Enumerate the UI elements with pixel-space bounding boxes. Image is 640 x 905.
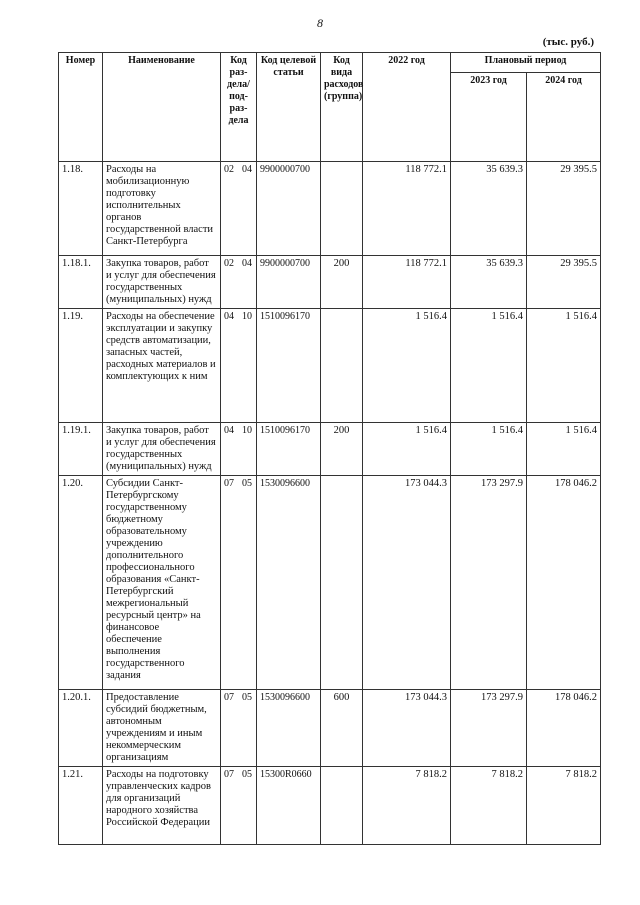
row-value-2024: 178 046.2 [527,690,601,767]
row-expense-code [321,476,363,690]
row-section-code [221,309,257,423]
table-row [59,690,601,767]
units-label: (тыс. руб.) [542,36,594,48]
header-row [59,53,601,73]
section-code: 07 [224,769,234,780]
row-value-2022: 173 044.3 [363,476,451,690]
table-row [59,309,601,423]
row-name: Субсидии Санкт-Петербургскому государственному бюджетному образовательному учреждению дополнительного профессионального образования «Санкт-Петербургский межрегиональный ресурсный центр» на финансовое обеспечение выполнения государственного задания [103,476,221,690]
table-row [59,767,601,845]
row-value-2024: 178 046.2 [527,476,601,690]
page-number: 8 [317,16,323,30]
row-value-2022: 1 516.4 [363,423,451,476]
header-target: Код целевой статьи [257,53,321,162]
row-section-code [221,162,257,256]
row-value-2024: 1 516.4 [527,309,601,423]
row-target-code: 9900000700 [257,256,321,309]
row-value-2022: 173 044.3 [363,690,451,767]
row-number: 1.21. [59,767,103,845]
row-value-2023: 1 516.4 [451,309,527,423]
section-code: 04 [224,311,234,322]
subsection-code: 05 [242,769,252,780]
row-target-code: 1510096170 [257,423,321,476]
row-value-2023: 35 639.3 [451,162,527,256]
row-expense-code [321,309,363,423]
row-target-code: 1530096600 [257,476,321,690]
row-name: Расходы на мобилизационную подготовку исполнительных органов государственной власти Санкт-Петербурга [103,162,221,256]
subsection-code: 04 [242,258,252,269]
section-code: 07 [224,692,234,703]
row-expense-code: 200 [321,256,363,309]
row-name: Расходы на обеспечение эксплуатации и закупку средств автоматизации, запасных частей, расходных материалов и комплектующих к ним [103,309,221,423]
row-name: Закупка товаров, работ и услуг для обеспечения государственных (муниципальных) нужд [103,256,221,309]
row-section-code [221,690,257,767]
row-expense-code [321,767,363,845]
row-value-2023: 173 297.9 [451,476,527,690]
row-name: Расходы на подготовку управленческих кадров для организаций народного хозяйства Российской Федерации [103,767,221,845]
header-2023: 2023 год [451,73,527,162]
row-value-2023: 1 516.4 [451,423,527,476]
header-expense: Код вида расходов (группа) [321,53,363,162]
row-value-2023: 35 639.3 [451,256,527,309]
header-2022: 2022 год [363,53,451,162]
table-row [59,476,601,690]
row-number: 1.18. [59,162,103,256]
row-target-code: 1510096170 [257,309,321,423]
subsection-code: 04 [242,164,252,175]
header-num: Номер [59,53,103,162]
budget-table [58,52,601,845]
table-row [59,256,601,309]
row-number: 1.20. [59,476,103,690]
row-target-code: 1530096600 [257,690,321,767]
row-target-code: 9900000700 [257,162,321,256]
section-code: 04 [224,425,234,436]
row-name: Предоставление субсидий бюджетным, автономным учреждениям и иным некоммерческим организациям [103,690,221,767]
row-value-2024: 7 818.2 [527,767,601,845]
section-code: 07 [224,478,234,489]
row-section-code [221,767,257,845]
subsection-code: 05 [242,692,252,703]
row-value-2023: 173 297.9 [451,690,527,767]
row-target-code: 15300R0660 [257,767,321,845]
row-value-2022: 1 516.4 [363,309,451,423]
row-number: 1.19.1. [59,423,103,476]
row-value-2024: 29 395.5 [527,162,601,256]
row-section-code [221,423,257,476]
subsection-code: 10 [242,425,252,436]
row-name: Закупка товаров, работ и услуг для обеспечения государственных (муниципальных) нужд [103,423,221,476]
row-value-2023: 7 818.2 [451,767,527,845]
row-number: 1.19. [59,309,103,423]
table-row [59,423,601,476]
row-number: 1.20.1. [59,690,103,767]
row-expense-code: 200 [321,423,363,476]
row-section-code [221,476,257,690]
row-expense-code [321,162,363,256]
row-value-2024: 29 395.5 [527,256,601,309]
row-value-2024: 1 516.4 [527,423,601,476]
row-value-2022: 118 772.1 [363,256,451,309]
section-code: 02 [224,164,234,175]
row-value-2022: 7 818.2 [363,767,451,845]
row-expense-code: 600 [321,690,363,767]
subsection-code: 10 [242,311,252,322]
table-row [59,162,601,256]
row-section-code [221,256,257,309]
header-name: Наименование [103,53,221,162]
section-code: 02 [224,258,234,269]
header-2024: 2024 год [527,73,601,162]
subsection-code: 05 [242,478,252,489]
row-value-2022: 118 772.1 [363,162,451,256]
header-section: Код раз-дела/ под-раз-дела [221,53,257,162]
header-plan-period: Плановый период [451,53,601,73]
row-number: 1.18.1. [59,256,103,309]
